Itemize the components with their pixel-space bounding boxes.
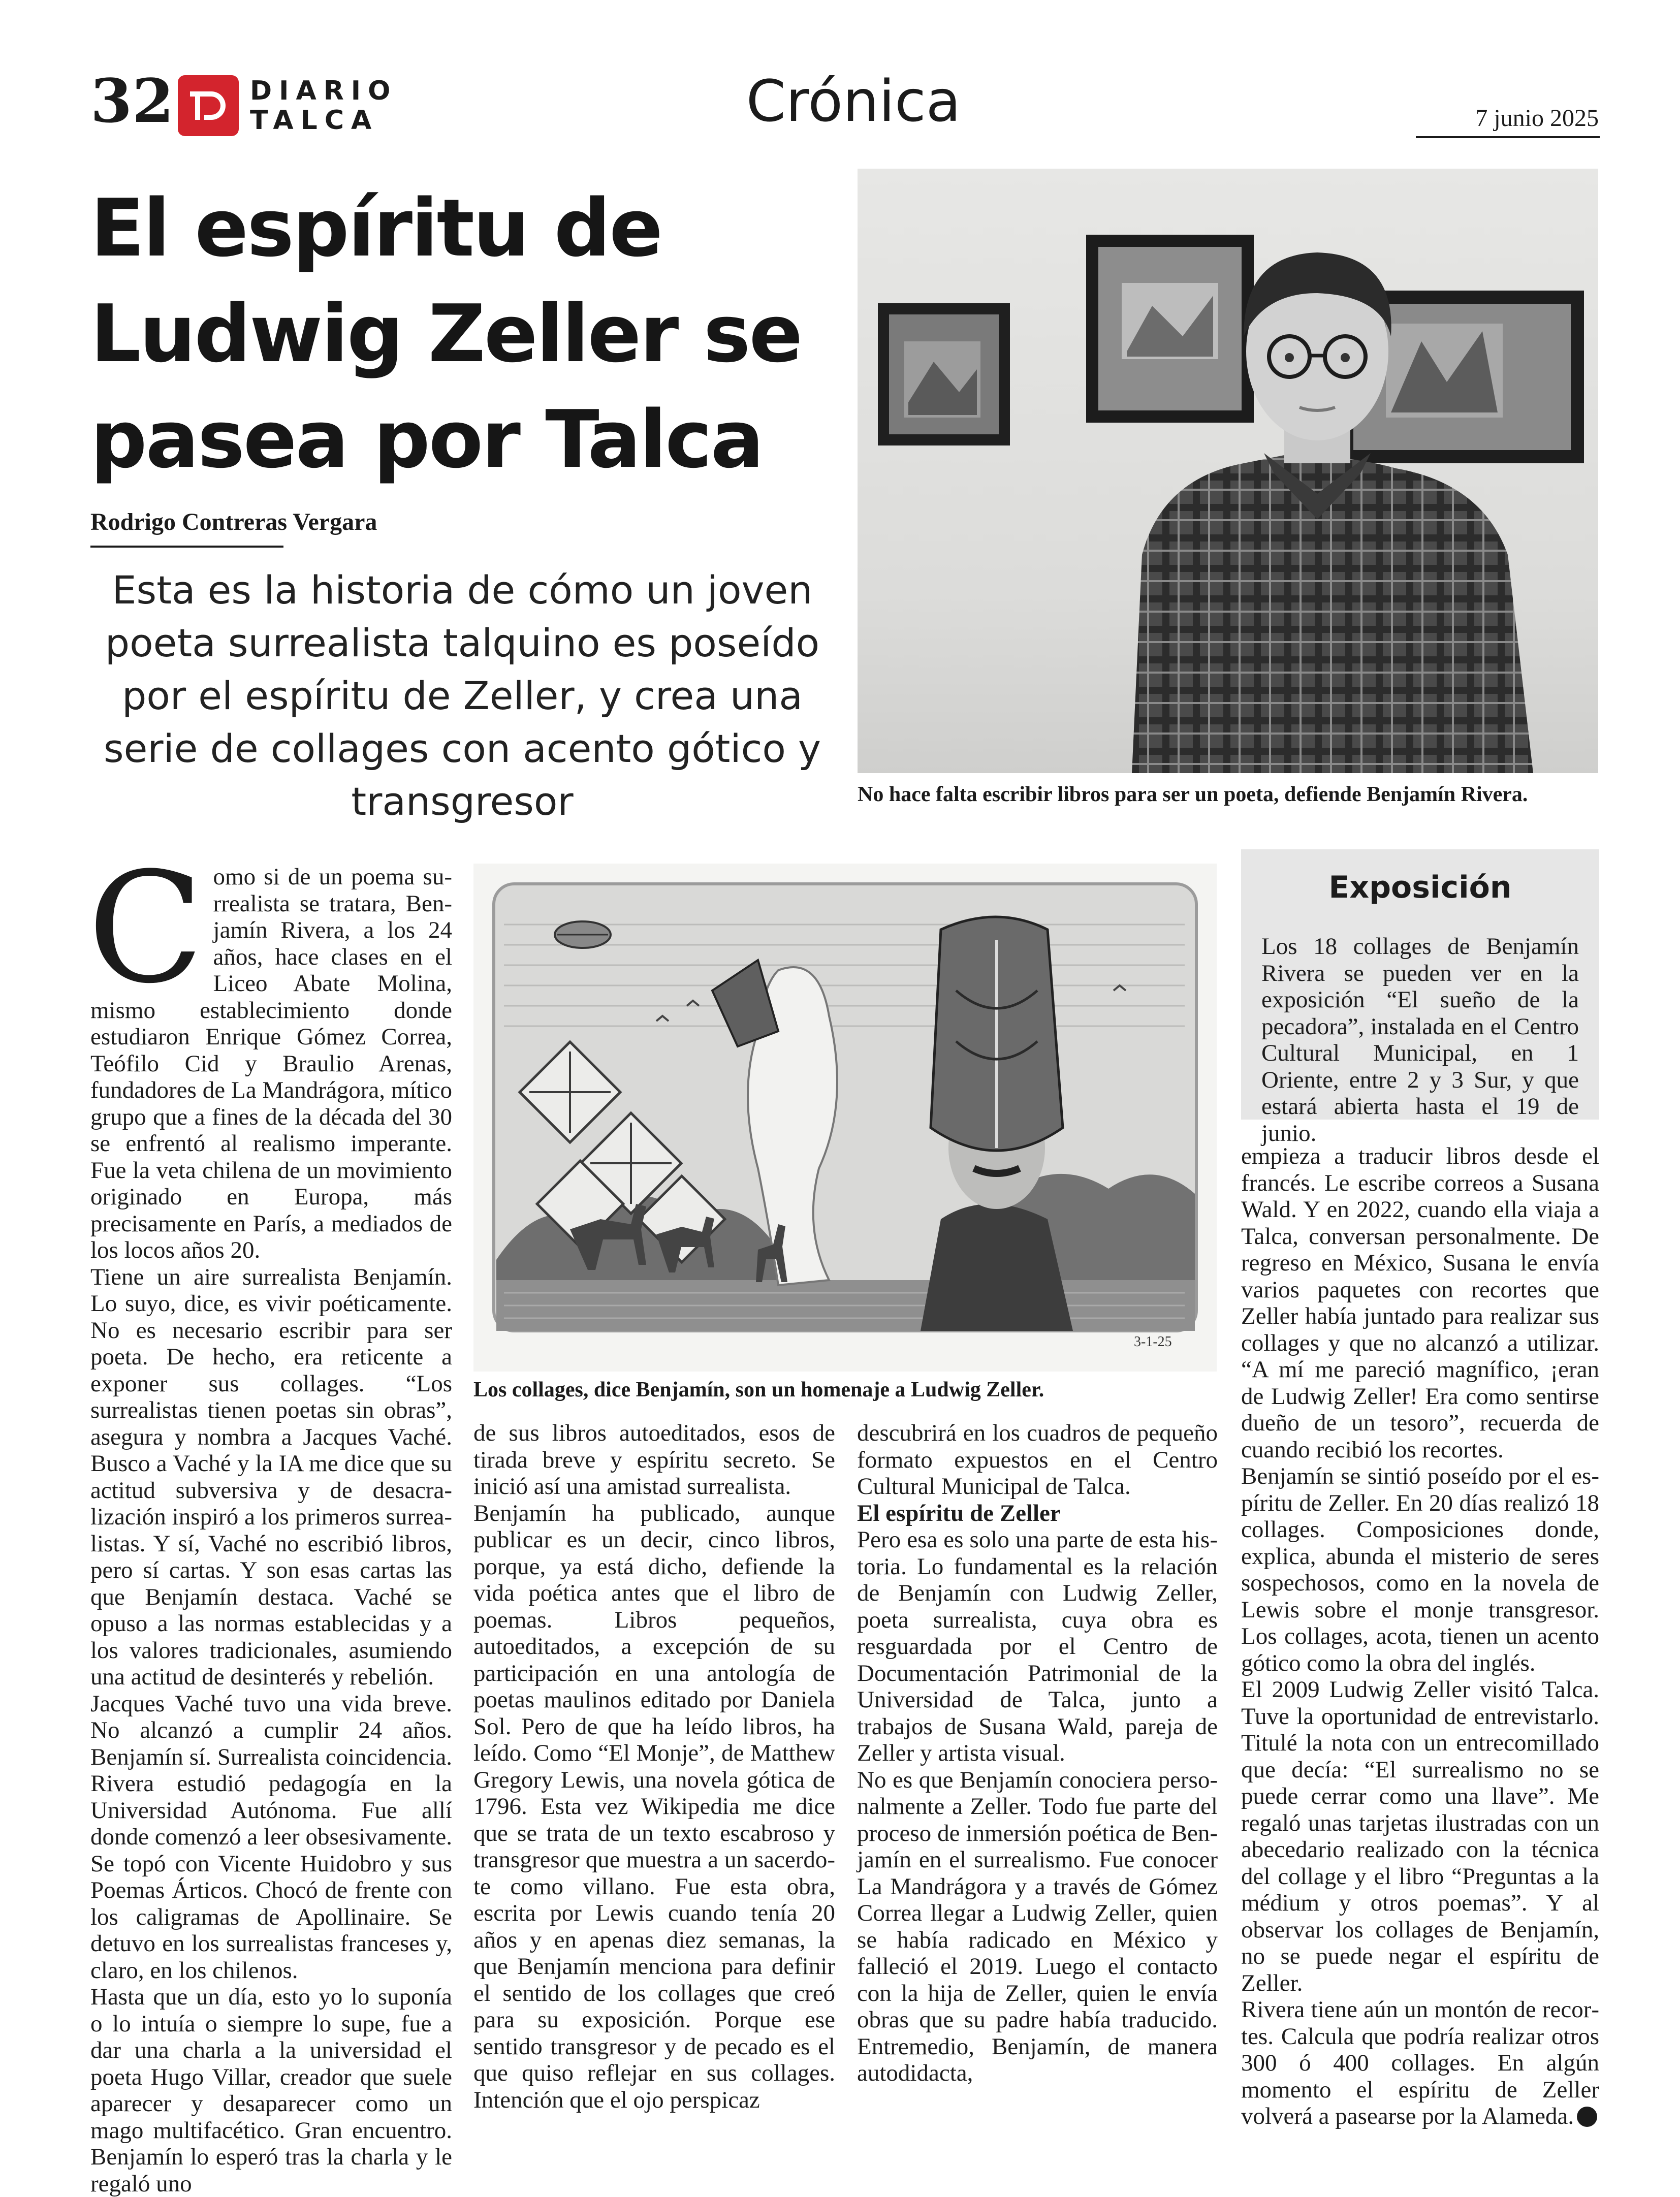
headline-line: El espíritu de — [90, 182, 661, 274]
byline-divider — [90, 546, 283, 548]
flying-disc-icon — [555, 921, 611, 948]
page-number: 32 — [90, 66, 174, 136]
body-paragraph: Jacques Vaché tuvo una vida breve. No alcanzó a cumplir 24 años. Benjamín sí. Surrealista coincidencia. Rivera estudió pedagogía en la Universidad Autónoma. Fue allí donde comenzó a leer obsesivamente. Se topó con Vicente Huidobro y sus Poemas Árticos. Chocó de frente con los caligramas de Apollinaire. Se detuvo en los surrealistas franceses y, claro, en los chilenos. — [90, 1690, 452, 1984]
photo-caption: No hace falta escribir libros para ser un poeta, defiende Benjamín Rivera. — [858, 783, 1528, 806]
body-paragraph: Tiene un aire surrealista Benjamín. Lo suyo, dice, es vivir poéticamente. No es necesario escribir para ser poeta. De hecho, era reticente a exponer sus collages. “Los surrealistas tienen poetas sin obras”, asegura y nombra a Jacques Vaché. Busco a Vaché y la IA me dice que su actitud subversiva y de desacralización inspiró a los primeros surrealistas. Y sí, Vaché no escribió libros, pero sí cartas. Y son esas cartas las que Benjamín destaca. Vaché se opuso a las normas establecidas y a los valores tradicionales, asumiendo una actitud de desinterés y rebelión. — [90, 1263, 452, 1690]
lead-line: serie de collages con acento gótico y — [103, 726, 821, 771]
logo-mark-icon — [178, 75, 239, 136]
portrait-photo — [858, 169, 1598, 773]
body-paragraph: Benjamín se sintió poseído por el espíritu de Zeller. En 20 días realizó 18 collages. Composiciones donde, explica, abunda el misterio de seres sospechosos, como en la novela de Lewis sobre el monje transgresor. Los collages, acota, tienen un acento gótico como la obra del inglés. — [1241, 1463, 1599, 1676]
article-column-3 — [857, 1420, 1218, 2087]
issue-date: 7 junio 2025 — [1475, 105, 1599, 132]
paragraph-text: omo si de un poema surrealista se tratara, Benjamín Rivera, a los 24 años, hace clases en el Liceo Abate Molina, mismo establecimiento donde estudiaron Enrique Gómez Correa, Teófilo Cid y Braulio Arenas, fundadores de La Mandrágora, mítico grupo que a fines de la década del 30 se enfrentó al realismo imperante. Fue la veta chilena de un movimiento originado en Europa, más precisamente en París, a mediados de los locos años 20. — [90, 864, 452, 1263]
section-subhead: El espíritu de Zeller — [857, 1500, 1061, 1526]
logo-line-1: DIARIO — [250, 76, 398, 106]
body-paragraph: Benjamín ha publicado, aunque publicar es un decir, cinco libros, porque, ya está dicho, defiende la vida poética antes que el libro de poemas. Libros pequeños, autoeditados, a excepción de su participación en una antología de poetas maulinos editado por Daniela Sol. Pero de que ha leído libros, ha leído. Como “El Monje”, de Matthew Gregory Lewis, una novela gótica de 1796. Esta vez Wikipedia me dice que se trata de un texto escabroso y transgresor que muestra a un sacerdote como villano. Fue esta obra, escrita por Lewis cuando tenía 20 años y en apenas diez semanas, la que Benjamín menciona para definir el sentido de los collages que creó para su exposición. Porque ese sentido transgresor y de pecado es el que quiso reflejar en sus collages. Intención que el ojo perspicaz — [473, 1500, 835, 2113]
body-paragraph: Pero esa es solo una parte de esta historia. Lo fundamental es la relación de Benjamín con Ludwig Zeller, poeta surrealista, cuya obra es resguardada por el Centro de Documentación Patrimonial de la Universidad de Talca, junto a trabajos de Susana Wald, pareja de Zeller y artista visual. — [857, 1526, 1218, 1766]
paragraph-text: Rivera tiene aún un montón de recortes. Calcula que podría realizar otros 300 ó 400 collages. En algún momento el espíritu de Zeller volverá a pasearse por la Alameda. — [1241, 1996, 1599, 2129]
body-paragraph: descubrirá en los cuadros de pequeño formato expuestos en el Centro Cultural Municipal de Talca. — [857, 1420, 1218, 1500]
framed-picture-center — [1086, 235, 1254, 423]
logo-wordmark — [250, 76, 397, 135]
article-column-1 — [87, 840, 452, 2197]
date-divider — [1416, 136, 1600, 138]
body-paragraph: El 2009 Ludwig Zeller visitó Talca. Tuve la oportunidad de entrevistarlo. Titulé la nota con un entrecomillado que decía: “El surrealismo no se puede cerrar como una llave”. Me regaló unas tarjetas ilustradas con un abecedario realizado con la técnica del collage y el libro “Preguntas a la médium y otros poemas”. Y al observar los collages de Benjamín, no se puede negar el espíritu de Zeller. — [1241, 1676, 1599, 1996]
headline-line: pasea por Talca — [90, 393, 763, 486]
headline — [90, 175, 842, 492]
sidebar-body: Los 18 collages de Benjamín Rivera se pueden ver en la exposición “El sueño de la pecadora”, instalada en el Centro Cultural Municipal, en 1 Oriente, entre 2 y 3 Sur, y que estará abierta hasta el 19 de junio. — [1261, 933, 1579, 1147]
headline-line: Ludwig Zeller se — [90, 288, 802, 380]
body-paragraph — [1241, 1996, 1599, 2130]
lead-line: poeta surrealista talquino es poseído — [105, 620, 820, 665]
collage-illustration — [473, 864, 1217, 1372]
framed-picture-left — [878, 303, 1010, 445]
body-paragraph: empieza a traducir libros desde el francés. Le escribe correos a Susana Wald. Y en 2022, cuando ella viaja a Talca, conversan personalmente. De regreso en México, Susana le envía varios paquetes con recortes que Zeller había juntado para realizar sus collages y que no alcanzó a utilizar. “A mí me pareció magnífico, ¡eran de Ludwig Zeller! Era como sentirse dueño de un tesoro”, recuerda de cuando recibió los recortes. — [1241, 1143, 1599, 1463]
lead-line: por el espíritu de Zeller, y crea una — [122, 673, 803, 718]
logo-line-2: TALCA — [250, 105, 379, 136]
lead-line: Esta es la historia de cómo un joven — [112, 567, 813, 613]
body-paragraph — [87, 840, 452, 1264]
sidebar-title: Exposición — [1328, 870, 1512, 905]
section-name: Crónica — [746, 69, 961, 135]
body-paragraph: de sus libros autoeditados, esos de tirada breve y espíritu secreto. Se inició así una amistad surrealista. — [473, 1420, 835, 1500]
end-of-article-icon — [1577, 2107, 1597, 2127]
byline: Rodrigo Contreras Vergara — [90, 508, 377, 535]
body-paragraph: Hasta que un día, esto yo lo suponía o lo intuía o siempre lo supe, fue a dar una charla a la universidad el poeta Hugo Villar, creador que suele aparecer y desaparecer como un mago multifacético. Gran encuentro. Benjamín lo esperó tras la charla y le regaló uno — [90, 1984, 452, 2197]
drop-cap: C — [87, 840, 204, 1017]
article-column-2 — [473, 1420, 835, 2113]
collage-caption: Los collages, dice Benjamín, son un homenaje a Ludwig Zeller. — [473, 1378, 1044, 1402]
lead-line: transgresor — [351, 779, 574, 824]
article-column-4 — [1241, 1143, 1599, 2130]
lead-paragraph — [81, 564, 843, 828]
insect-head-figure — [921, 917, 1073, 1331]
diario-talca-logo[interactable] — [178, 75, 397, 136]
collage-signature: 3-1-25 — [1134, 1334, 1172, 1350]
exhibition-sidebar — [1241, 849, 1599, 1147]
body-paragraph: No es que Benjamín conociera personalmente a Zeller. Todo fue parte del proceso de inmersión poética de Benjamín en el surrealismo. Fue conocer La Mandrágora y a través de Gómez Correa llegar a Ludwig Zeller, quien se había radicado en México y falleció el 2019. Luego el contacto con la hija de Zeller, quien le envía obras que su padre había traducido. Entremedio, Benjamín, de manera autodidacta, — [857, 1766, 1218, 2086]
